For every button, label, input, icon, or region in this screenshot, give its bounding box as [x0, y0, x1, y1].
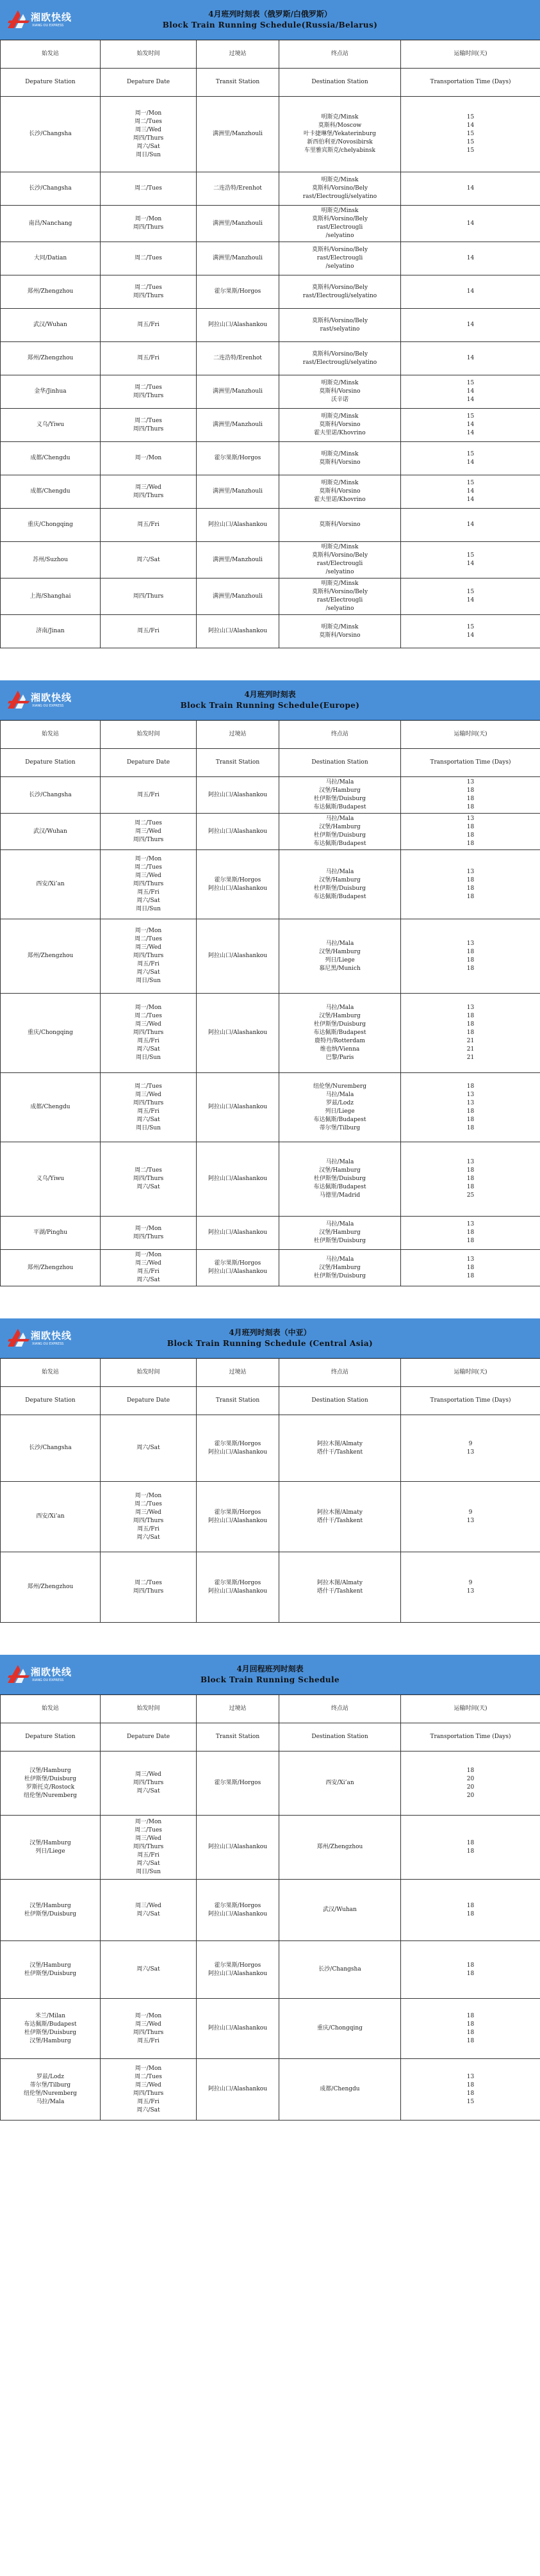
cell-departure-date: 周二/Tues 周四/Thurs: [101, 375, 197, 409]
cell-transport-days: 15 14 15 15 15: [401, 97, 540, 172]
header-departure-station-cn: 始发站: [1, 721, 101, 749]
cell-departure-station: 郑州/Zhengzhou: [1, 1250, 101, 1286]
cell-transit-station: 阿拉山口/Alashankou: [197, 1142, 279, 1217]
cell-transit-station: 霍尔果斯/Horgos 阿拉山口/Alashankou: [197, 1415, 279, 1482]
cell-transit-station: 霍尔果斯/Horgos 阿拉山口/Alashankou: [197, 1482, 279, 1552]
table-row: [1, 1142, 540, 1217]
cell-departure-station: 长沙/Changsha: [1, 1415, 101, 1482]
cell-destination-station: 莫斯科/Vorsino: [279, 509, 401, 542]
cell-transit-station: 满洲里/Manzhouli: [197, 375, 279, 409]
cell-destination-station: 明斯克/Minsk 莫斯科/Vorsino: [279, 442, 401, 475]
cell-destination-station: 马拉/Mala 汉堡/Hamburg 杜伊斯堡/Duisburg 布达佩斯/Budapest: [279, 814, 401, 850]
header-destination-station-en: Destination Station: [279, 69, 401, 97]
cell-transit-station: 霍尔果斯/Horgos: [197, 1752, 279, 1816]
header-departure-date-en: Depature Date: [101, 749, 197, 777]
cell-destination-station: 阿拉木图/Almaty 塔什干/Tashkent: [279, 1482, 401, 1552]
cell-destination-station: 明斯克/Minsk 莫斯科/Vorsino/Bely rast/Electrougli /selyatino: [279, 578, 401, 615]
cell-departure-station: 成都/Chengdu: [1, 1073, 101, 1142]
table-row: [1, 1816, 540, 1880]
cell-transport-days: 13 18 18 18: [401, 814, 540, 850]
cell-transit-station: 阿拉山口/Alashankou: [197, 1073, 279, 1142]
cell-departure-date: 周六/Sat: [101, 542, 197, 578]
schedule-table: [0, 40, 540, 648]
section-title-cn: 4月班列时刻表: [244, 690, 296, 699]
cell-transit-station: 满洲里/Manzhouli: [197, 475, 279, 509]
cell-departure-station: 金华/Jinhua: [1, 375, 101, 409]
cell-destination-station: 马拉/Mala 汉堡/Hamburg 杜伊斯堡/Duisburg 布达佩斯/Budapest: [279, 850, 401, 919]
cell-transit-station: 阿拉山口/Alashankou: [197, 777, 279, 814]
cell-transport-days: 9 13: [401, 1482, 540, 1552]
header-row-cn: [1, 721, 540, 749]
header-transport-days-en: Transportation Time (Days): [401, 1723, 540, 1752]
cell-departure-station: 义乌/Yiwu: [1, 409, 101, 442]
cell-transit-station: 霍尔果斯/Horgos: [197, 442, 279, 475]
cell-transport-days: 15 14: [401, 442, 540, 475]
table-row: [1, 1999, 540, 2059]
cell-destination-station: 郑州/Zhengzhou: [279, 1816, 401, 1880]
cell-transit-station: 霍尔果斯/Horgos 阿拉山口/Alashankou: [197, 850, 279, 919]
cell-departure-station: 成都/Chengdu: [1, 442, 101, 475]
header-transit-station-cn: 过境站: [197, 1695, 279, 1723]
cell-destination-station: 明斯克/Minsk 莫斯科/Vorsino/Bely rast/Electrougli /selyatino: [279, 542, 401, 578]
schedule-section-return: [0, 1655, 540, 2121]
cell-transit-station: 满洲里/Manzhouli: [197, 409, 279, 442]
cell-destination-station: 马拉/Mala 汉堡/Hamburg 杜伊斯堡/Duisburg: [279, 1217, 401, 1250]
cell-departure-station: 西安/Xi’an: [1, 1482, 101, 1552]
schedule-section-europe: [0, 680, 540, 1286]
table-row: [1, 919, 540, 994]
header-destination-station-en: Destination Station: [279, 1387, 401, 1415]
table-row: [1, 97, 540, 172]
logo-subtext: XIANG OU EXPRESS: [32, 1678, 64, 1682]
cell-transit-station: 霍尔果斯/Horgos 阿拉山口/Alashankou: [197, 1552, 279, 1623]
table-row: [1, 342, 540, 375]
cell-departure-station: 平湖/Pinghu: [1, 1217, 101, 1250]
section-title-en: Block Train Running Schedule(Europe): [180, 701, 360, 710]
table-row: [1, 1415, 540, 1482]
section-spacer: [0, 648, 540, 680]
cell-destination-station: 明斯克/Minsk 莫斯科/Moscow 叶卡捷琳堡/Yekaterinburg 新西伯利亚/Novosibirsk 车里雅宾斯克/chelyabinsk: [279, 97, 401, 172]
table-row: [1, 309, 540, 342]
cell-transit-station: 霍尔果斯/Horgos 阿拉山口/Alashankou: [197, 1941, 279, 1999]
cell-departure-date: 周三/Wed 周四/Thurs: [101, 475, 197, 509]
header-departure-date-cn: 始发时间: [101, 40, 197, 69]
header-row-cn: [1, 40, 540, 69]
section-banner: [0, 1318, 540, 1358]
header-row-en: [1, 1723, 540, 1752]
logo-text: 湘欧快线: [31, 1330, 72, 1341]
cell-departure-date: 周一/Mon: [101, 442, 197, 475]
header-departure-date-en: Depature Date: [101, 1723, 197, 1752]
header-departure-station-en: Depature Station: [1, 749, 101, 777]
header-transit-station-en: Transit Station: [197, 1387, 279, 1415]
table-row: [1, 2059, 540, 2121]
header-departure-station-cn: 始发站: [1, 1359, 101, 1387]
cell-destination-station: 成都/Chengdu: [279, 2059, 401, 2121]
cell-transport-days: 13 18 18: [401, 1250, 540, 1286]
cell-departure-station: 郑州/Zhengzhou: [1, 1552, 101, 1623]
header-departure-date-cn: 始发时间: [101, 721, 197, 749]
header-departure-station-cn: 始发站: [1, 1695, 101, 1723]
table-row: [1, 1552, 540, 1623]
schedule-table: [0, 1694, 540, 2121]
cell-transport-days: 13 18 18 18: [401, 850, 540, 919]
table-row: [1, 1482, 540, 1552]
header-transport-days-cn: 运输时间(天): [401, 1359, 540, 1387]
cell-transit-station: 阿拉山口/Alashankou: [197, 814, 279, 850]
cell-transport-days: 15 14 14: [401, 409, 540, 442]
cell-departure-station: 西安/Xi’an: [1, 850, 101, 919]
cell-transit-station: 满洲里/Manzhouli: [197, 97, 279, 172]
cell-departure-station: 苏州/Suzhou: [1, 542, 101, 578]
cell-transit-station: 阿拉山口/Alashankou: [197, 309, 279, 342]
cell-transit-station: 霍尔果斯/Horgos: [197, 275, 279, 309]
cell-departure-station: 汉堡/Hamburg 列日/Liege: [1, 1816, 101, 1880]
cell-destination-station: 纽伦堡/Nuremberg 马拉/Mala 罗兹/Lodz 列日/Liege 布达佩斯/Budapest 蒂尔堡/Tilburg: [279, 1073, 401, 1142]
cell-transport-days: 14: [401, 172, 540, 206]
table-row: [1, 442, 540, 475]
cell-destination-station: 重庆/Chongqing: [279, 1999, 401, 2059]
cell-transport-days: 13 18 18 18: [401, 919, 540, 994]
header-transport-days-en: Transportation Time (Days): [401, 749, 540, 777]
cell-departure-date: 周一/Mon 周二/Tues 周三/Wed 周四/Thurs 周五/Fri 周六/Sat 周日/Sun: [101, 1816, 197, 1880]
table-row: [1, 542, 540, 578]
header-transit-station-en: Transit Station: [197, 1723, 279, 1752]
cell-departure-station: 汉堡/Hamburg 杜伊斯堡/Duisburg 罗斯托克/Rostock 纽伦堡/Nuremberg: [1, 1752, 101, 1816]
table-row: [1, 1217, 540, 1250]
logo-subtext: XIANG OU EXPRESS: [32, 704, 64, 708]
header-row-cn: [1, 1359, 540, 1387]
table-row: [1, 578, 540, 615]
table-row: [1, 994, 540, 1073]
cell-departure-date: 周五/Fri: [101, 342, 197, 375]
cell-transit-station: 阿拉山口/Alashankou: [197, 1999, 279, 2059]
cell-transport-days: 13 18 18 18 25: [401, 1142, 540, 1217]
logo-text: 湘欧快线: [31, 692, 72, 703]
cell-departure-date: 周一/Mon 周二/Tues 周三/Wed 周四/Thurs 周五/Fri 周六/Sat: [101, 1482, 197, 1552]
cell-departure-date: 周二/Tues 周四/Thurs: [101, 275, 197, 309]
table-row: [1, 615, 540, 648]
header-transit-station-cn: 过境站: [197, 1359, 279, 1387]
cell-departure-date: 周一/Mon 周三/Wed 周五/Fri 周六/Sat: [101, 1250, 197, 1286]
header-transport-days-en: Transportation Time (Days): [401, 1387, 540, 1415]
header-departure-date-en: Depature Date: [101, 69, 197, 97]
header-departure-station-en: Depature Station: [1, 1723, 101, 1752]
cell-departure-date: 周五/Fri: [101, 509, 197, 542]
cell-transport-days: 14: [401, 509, 540, 542]
cell-departure-station: 郑州/Zhengzhou: [1, 342, 101, 375]
cell-transit-station: 阿拉山口/Alashankou: [197, 1816, 279, 1880]
cell-departure-date: 周一/Mon 周二/Tues 周三/Wed 周四/Thurs 周五/Fri 周六/Sat 周日/Sun: [101, 850, 197, 919]
cell-departure-station: 上海/Shanghai: [1, 578, 101, 615]
cell-departure-station: 郑州/Zhengzhou: [1, 275, 101, 309]
cell-transit-station: 阿拉山口/Alashankou: [197, 615, 279, 648]
cell-departure-date: 周一/Mon 周四/Thurs: [101, 206, 197, 242]
header-departure-date-cn: 始发时间: [101, 1695, 197, 1723]
cell-departure-date: 周一/Mon 周三/Wed 周四/Thurs 周五/Fri: [101, 1999, 197, 2059]
table-row: [1, 409, 540, 442]
cell-departure-date: 周一/Mon 周二/Tues 周三/Wed 周四/Thurs 周五/Fri 周六/Sat 周日/Sun: [101, 919, 197, 994]
cell-transport-days: 13 18 18: [401, 1217, 540, 1250]
cell-departure-date: 周五/Fri: [101, 615, 197, 648]
cell-departure-date: 周一/Mon 周二/Tues 周三/Wed 周四/Thurs 周五/Fri 周六/Sat 周日/Sun: [101, 994, 197, 1073]
header-departure-date-cn: 始发时间: [101, 1359, 197, 1387]
table-row: [1, 814, 540, 850]
cell-destination-station: 明斯克/Minsk 莫斯科/Vorsino 沃辛诺: [279, 375, 401, 409]
cell-destination-station: 莫斯科/Vorsino/Bely rast/Electrougli/selyatino: [279, 275, 401, 309]
cell-destination-station: 长沙/Changsha: [279, 1941, 401, 1999]
section-title-en: Block Train Running Schedule: [200, 1675, 340, 1684]
table-row: [1, 206, 540, 242]
section-spacer: [0, 1286, 540, 1318]
header-destination-station-en: Destination Station: [279, 749, 401, 777]
cell-departure-date: 周二/Tues 周三/Wed 周四/Thurs: [101, 814, 197, 850]
logo-text: 湘欧快线: [31, 1666, 72, 1678]
table-row: [1, 1073, 540, 1142]
cell-transport-days: 18 20 20 20: [401, 1752, 540, 1816]
section-title-cn: 4月班列时刻表（俄罗斯/白俄罗斯）: [208, 10, 332, 19]
cell-transit-station: 满洲里/Manzhouli: [197, 242, 279, 275]
cell-departure-station: 义乌/Yiwu: [1, 1142, 101, 1217]
cell-departure-station: 大同/Datian: [1, 242, 101, 275]
table-row: [1, 475, 540, 509]
header-transport-days-en: Transportation Time (Days): [401, 69, 540, 97]
cell-departure-date: 周二/Tues: [101, 242, 197, 275]
section-title-en: Block Train Running Schedule(Russia/Belarus): [162, 21, 378, 29]
table-row: [1, 850, 540, 919]
schedule-section-russia: [0, 0, 540, 648]
table-row: [1, 1941, 540, 1999]
cell-departure-date: 周六/Sat: [101, 1941, 197, 1999]
cell-departure-station: 重庆/Chongqing: [1, 509, 101, 542]
cell-departure-station: 济南/Jinan: [1, 615, 101, 648]
cell-destination-station: 武汉/Wuhan: [279, 1880, 401, 1941]
schedule-table: [0, 720, 540, 1286]
cell-departure-date: 周六/Sat: [101, 1415, 197, 1482]
header-destination-station-cn: 终点站: [279, 40, 401, 69]
section-spacer: [0, 1623, 540, 1655]
table-row: [1, 1880, 540, 1941]
section-banner: [0, 680, 540, 720]
cell-transport-days: 15 14: [401, 615, 540, 648]
logo-text: 湘欧快线: [31, 12, 72, 23]
cell-departure-station: 汉堡/Hamburg 杜伊斯堡/Duisburg: [1, 1941, 101, 1999]
table-row: [1, 1250, 540, 1286]
cell-transport-days: 15 14: [401, 542, 540, 578]
section-banner: [0, 1655, 540, 1694]
cell-transit-station: 二连浩特/Erenhot: [197, 342, 279, 375]
cell-transport-days: 18 18 18 18: [401, 1999, 540, 2059]
cell-destination-station: 明斯克/Minsk 莫斯科/Vorsino/Bely rast/Electrougli /selyatino: [279, 206, 401, 242]
cell-destination-station: 莫斯科/Vorsino/Bely rast/selyatino: [279, 309, 401, 342]
header-destination-station-cn: 终点站: [279, 1695, 401, 1723]
cell-departure-station: 成都/Chengdu: [1, 475, 101, 509]
header-transit-station-cn: 过境站: [197, 40, 279, 69]
cell-transport-days: 14: [401, 309, 540, 342]
cell-transport-days: 18 18: [401, 1816, 540, 1880]
cell-departure-station: 汉堡/Hamburg 杜伊斯堡/Duisburg: [1, 1880, 101, 1941]
cell-transport-days: 13 18 18 18: [401, 777, 540, 814]
cell-departure-station: 长沙/Changsha: [1, 777, 101, 814]
cell-transport-days: 15 14: [401, 578, 540, 615]
cell-destination-station: 阿拉木图/Almaty 塔什干/Tashkent: [279, 1552, 401, 1623]
cell-departure-date: 周三/Wed 周四/Thurs 周六/Sat: [101, 1752, 197, 1816]
cell-departure-station: 米兰/Milan 布达佩斯/Budapest 杜伊斯堡/Duisburg 汉堡/Hamburg: [1, 1999, 101, 2059]
schedule-section-central-asia: [0, 1318, 540, 1623]
header-transit-station-cn: 过境站: [197, 721, 279, 749]
cell-transit-station: 阿拉山口/Alashankou: [197, 509, 279, 542]
cell-departure-station: 武汉/Wuhan: [1, 814, 101, 850]
cell-departure-date: 周五/Fri: [101, 777, 197, 814]
header-transport-days-cn: 运输时间(天): [401, 40, 540, 69]
header-transport-days-cn: 运输时间(天): [401, 1695, 540, 1723]
cell-transport-days: 18 13 13 18 18 18: [401, 1073, 540, 1142]
header-transport-days-cn: 运输时间(天): [401, 721, 540, 749]
table-row: [1, 242, 540, 275]
logo-subtext: XIANG OU EXPRESS: [32, 24, 64, 28]
cell-destination-station: 明斯克/Minsk 莫斯科/Vorsino 霍夫里诺/Khovrino: [279, 409, 401, 442]
cell-transport-days: 9 13: [401, 1415, 540, 1482]
cell-departure-date: 周四/Thurs: [101, 578, 197, 615]
header-departure-station-en: Depature Station: [1, 1387, 101, 1415]
cell-transport-days: 14: [401, 342, 540, 375]
cell-departure-station: 罗兹/Lodz 蒂尔堡/Tilburg 纽伦堡/Nuremberg 马拉/Mala: [1, 2059, 101, 2121]
cell-departure-date: 周二/Tues 周四/Thurs: [101, 409, 197, 442]
cell-transit-station: 满洲里/Manzhouli: [197, 542, 279, 578]
cell-destination-station: 明斯克/Minsk 莫斯科/Vorsino/Bely rast/Electrougli/selyatino: [279, 172, 401, 206]
cell-departure-station: 郑州/Zhengzhou: [1, 919, 101, 994]
cell-departure-station: 南昌/Nanchang: [1, 206, 101, 242]
cell-departure-date: 周二/Tues: [101, 172, 197, 206]
cell-destination-station: 明斯克/Minsk 莫斯科/Vorsino 霍夫里诺/Khovrino: [279, 475, 401, 509]
cell-departure-station: 武汉/Wuhan: [1, 309, 101, 342]
cell-destination-station: 马拉/Mala 汉堡/Hamburg 杜伊斯堡/Duisburg 布达佩斯/Budapest 马德里/Madrid: [279, 1142, 401, 1217]
table-row: [1, 375, 540, 409]
cell-transport-days: 14: [401, 275, 540, 309]
cell-transit-station: 满洲里/Manzhouli: [197, 206, 279, 242]
table-row: [1, 777, 540, 814]
cell-transport-days: 14: [401, 242, 540, 275]
cell-transit-station: 满洲里/Manzhouli: [197, 578, 279, 615]
cell-transport-days: 18 18: [401, 1941, 540, 1999]
header-row-en: [1, 69, 540, 97]
cell-transit-station: 霍尔果斯/Horgos 阿拉山口/Alashankou: [197, 1880, 279, 1941]
cell-departure-date: 周二/Tues 周四/Thurs 周六/Sat: [101, 1142, 197, 1217]
cell-destination-station: 马拉/Mala 汉堡/Hamburg 杜伊斯堡/Duisburg: [279, 1250, 401, 1286]
header-departure-station-en: Depature Station: [1, 69, 101, 97]
section-title-cn: 4月回程班列时刻表: [236, 1664, 304, 1673]
header-destination-station-cn: 终点站: [279, 1359, 401, 1387]
logo-subtext: XIANG OU EXPRESS: [32, 1342, 64, 1346]
schedule-table: [0, 1358, 540, 1623]
table-row: [1, 509, 540, 542]
cell-transit-station: 二连浩特/Erenhot: [197, 172, 279, 206]
cell-departure-date: 周一/Mon 周四/Thurs: [101, 1217, 197, 1250]
cell-departure-station: 长沙/Changsha: [1, 172, 101, 206]
cell-transport-days: 15 14 14: [401, 375, 540, 409]
cell-departure-date: 周二/Tues 周四/Thurs: [101, 1552, 197, 1623]
cell-transit-station: 阿拉山口/Alashankou: [197, 994, 279, 1073]
cell-destination-station: 西安/Xi’an: [279, 1752, 401, 1816]
header-destination-station-en: Destination Station: [279, 1723, 401, 1752]
cell-transport-days: 13 18 18 18 21 21 21: [401, 994, 540, 1073]
cell-destination-station: 阿拉木图/Almaty 塔什干/Tashkent: [279, 1415, 401, 1482]
cell-departure-date: 周五/Fri: [101, 309, 197, 342]
section-title-cn: 4月班列时刻表（中亚）: [229, 1328, 311, 1337]
cell-destination-station: 马拉/Mala 汉堡/Hamburg 杜伊斯堡/Duisburg 布达佩斯/Budapest 鹿特丹/Rotterdam 维也纳/Vienna 巴黎/Paris: [279, 994, 401, 1073]
cell-destination-station: 马拉/Mala 汉堡/Hamburg 杜伊斯堡/Duisburg 布达佩斯/Budapest: [279, 777, 401, 814]
cell-departure-date: 周一/Mon 周二/Tues 周三/Wed 周四/Thurs 周五/Fri 周六/Sat: [101, 2059, 197, 2121]
header-row-en: [1, 1387, 540, 1415]
table-row: [1, 1752, 540, 1816]
cell-transit-station: 阿拉山口/Alashankou: [197, 2059, 279, 2121]
header-transit-station-en: Transit Station: [197, 749, 279, 777]
cell-destination-station: 马拉/Mala 汉堡/Hamburg 列日/Liege 慕尼黑/Munich: [279, 919, 401, 994]
cell-destination-station: 明斯克/Minsk 莫斯科/Vorsino: [279, 615, 401, 648]
cell-departure-station: 重庆/Chongqing: [1, 994, 101, 1073]
cell-departure-date: 周一/Mon 周二/Tues 周三/Wed 周四/Thurs 周六/Sat 周日/Sun: [101, 97, 197, 172]
table-row: [1, 275, 540, 309]
section-banner: [0, 0, 540, 40]
cell-departure-station: 长沙/Changsha: [1, 97, 101, 172]
table-row: [1, 172, 540, 206]
cell-transport-days: 15 14 14: [401, 475, 540, 509]
header-destination-station-cn: 终点站: [279, 721, 401, 749]
header-row-cn: [1, 1695, 540, 1723]
header-transit-station-en: Transit Station: [197, 69, 279, 97]
cell-destination-station: 莫斯科/Vorsino/Bely rast/Electrougli /selyatino: [279, 242, 401, 275]
cell-transport-days: 13 18 18 15: [401, 2059, 540, 2121]
cell-transport-days: 18 18: [401, 1880, 540, 1941]
cell-departure-date: 周三/Wed 周六/Sat: [101, 1880, 197, 1941]
header-row-en: [1, 749, 540, 777]
cell-transit-station: 阿拉山口/Alashankou: [197, 1217, 279, 1250]
cell-transport-days: 14: [401, 206, 540, 242]
cell-transit-station: 阿拉山口/Alashankou: [197, 919, 279, 994]
section-title-en: Block Train Running Schedule (Central Asia): [167, 1339, 373, 1348]
cell-destination-station: 莫斯科/Vorsino/Bely rast/Electrougli/selyatino: [279, 342, 401, 375]
cell-transport-days: 9 13: [401, 1552, 540, 1623]
cell-transit-station: 霍尔果斯/Horgos 阿拉山口/Alashankou: [197, 1250, 279, 1286]
header-departure-station-cn: 始发站: [1, 40, 101, 69]
header-departure-date-en: Depature Date: [101, 1387, 197, 1415]
cell-departure-date: 周二/Tues 周三/Wed 周四/Thurs 周五/Fri 周六/Sat 周日/Sun: [101, 1073, 197, 1142]
